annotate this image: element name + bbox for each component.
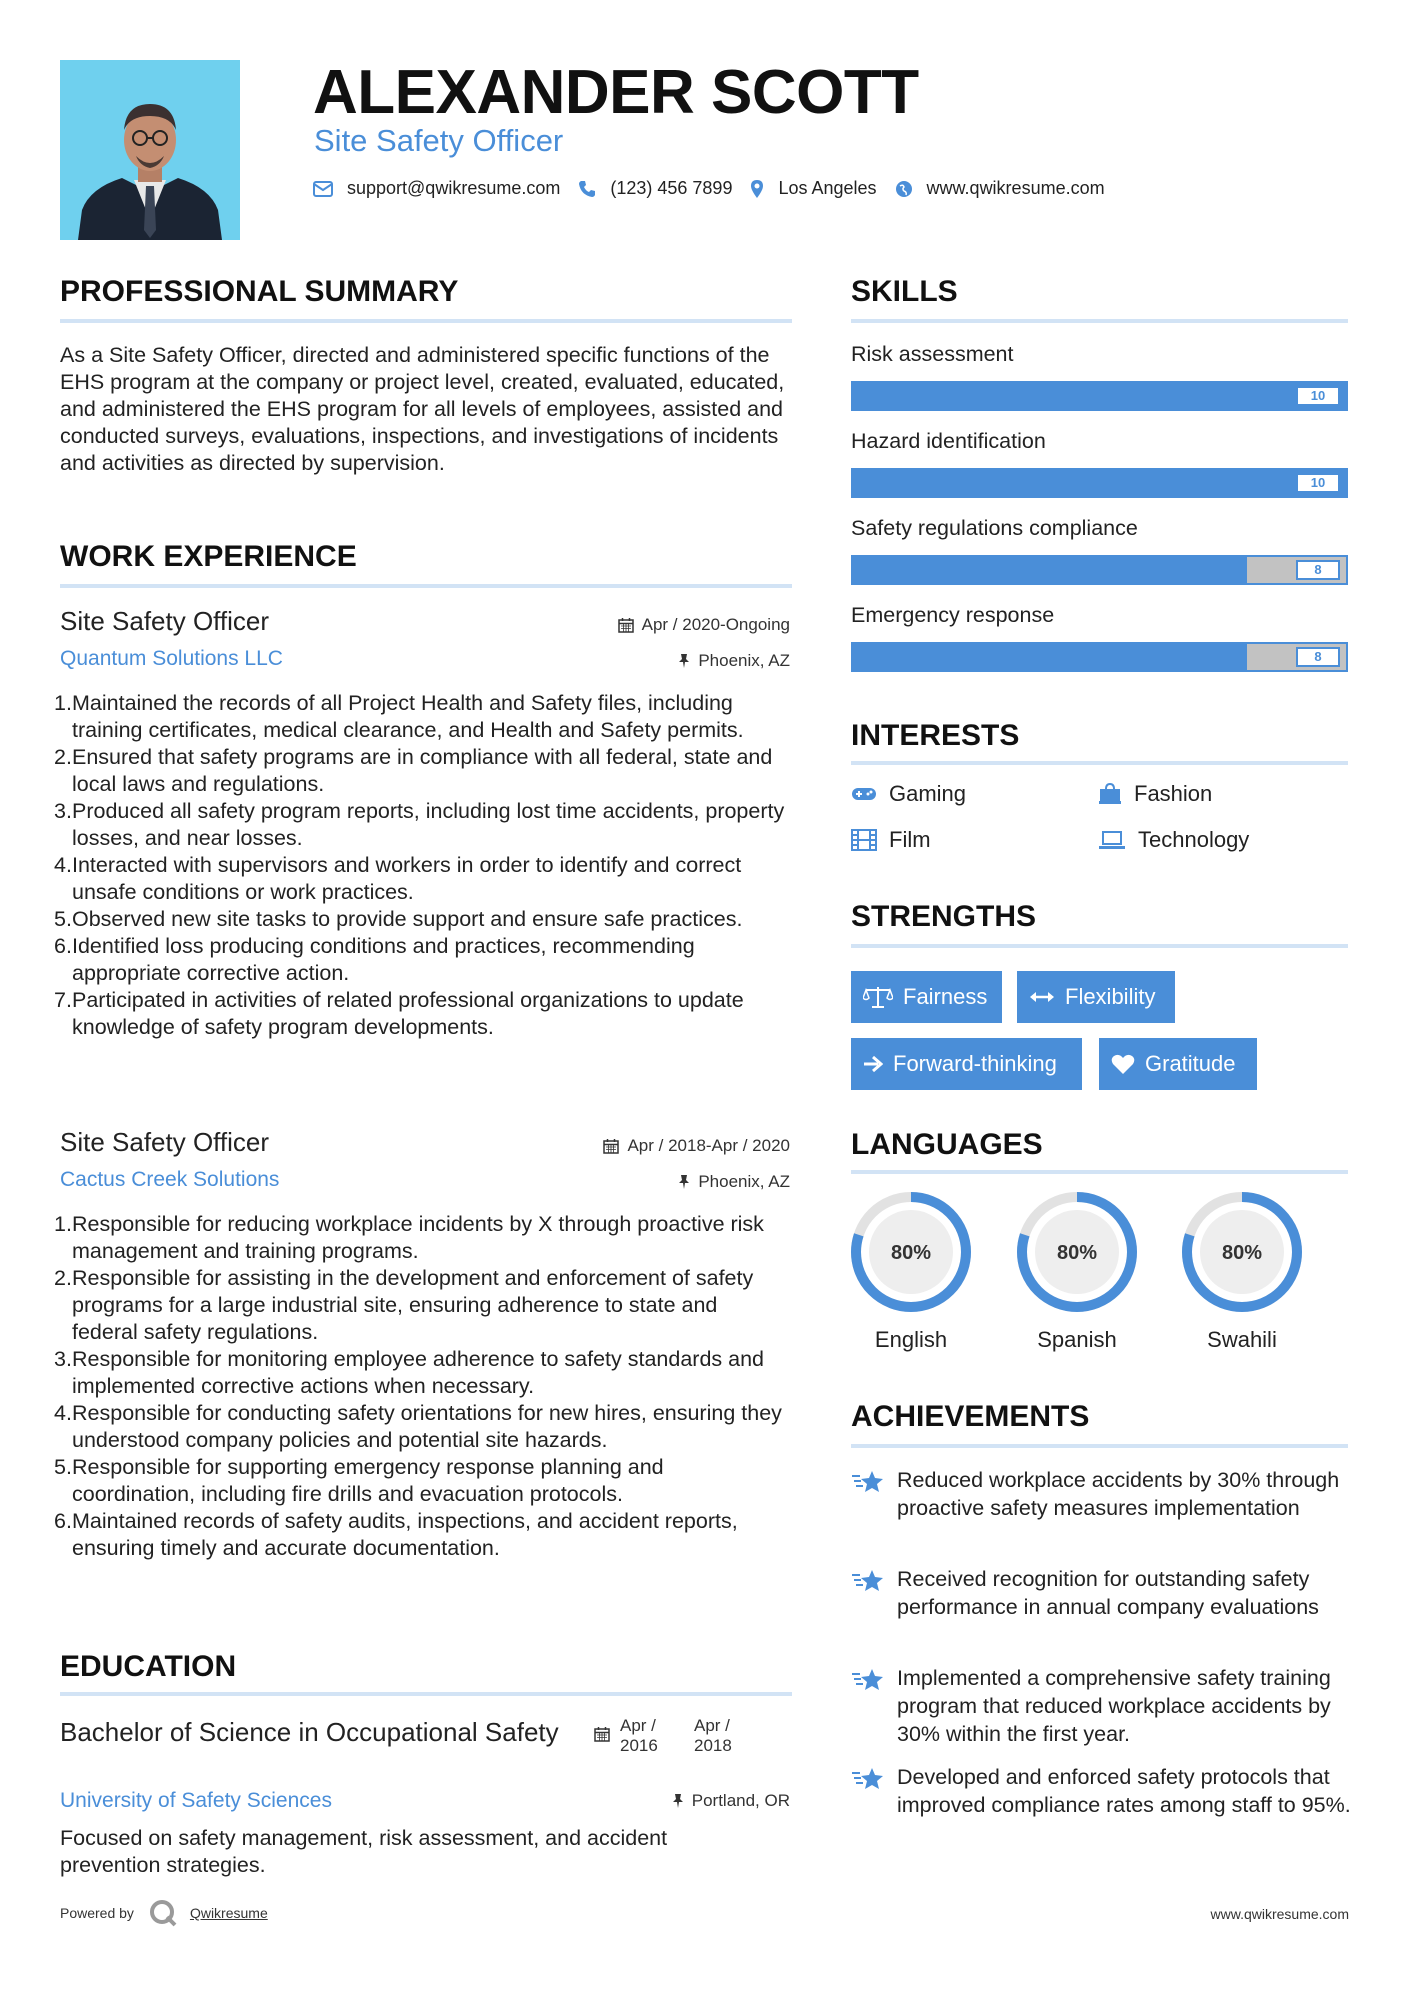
achievement-item [851,1763,1356,1819]
list-item: 5. Observed new site tasks to provide support and ensure safe practices. [54,907,743,931]
skill-label: Emergency response [851,603,1055,627]
skills-divider [851,319,1348,323]
language-ring [1180,1190,1304,1314]
list-item: 4. Interacted with supervisors and workers in order to identify and correct unsafe conditions or work practices. [54,853,742,904]
balance-scale-icon [863,985,893,1009]
strength-label: Gratitude [1145,1051,1236,1076]
interest-label: Film [889,827,931,852]
candidate-role: Site Safety Officer [314,123,564,158]
company-name: Cactus Creek Solutions [60,1168,280,1191]
strength-tag [851,1038,1082,1090]
skill-value: 8 [1296,647,1340,667]
work-divider [60,584,792,588]
pushpin-icon [672,1793,684,1809]
education-heading: EDUCATION [60,1650,237,1683]
website-text: www.qwikresume.com [926,178,1105,198]
education-description: Focused on safety management, risk assessment, and accident prevention strategies. [60,1826,668,1877]
language-name: Spanish [1037,1327,1117,1352]
brand-link[interactable]: Qwikresume [189,1905,268,1921]
end-year: 2018 [694,1736,732,1755]
list-item: 3. Produced all safety program reports, including lost time accidents, property losses, and near losses. [54,799,785,850]
languages-divider [851,1170,1348,1174]
interest-label: Technology [1138,827,1250,852]
achievement-text: Implemented a comprehensive safety training program that reduced workplace accidents by 30% within the first year. [897,1666,1331,1746]
arrow-right-icon [863,1055,883,1073]
job-location-text: Phoenix, AZ [698,1172,790,1191]
skill-value: 10 [1296,386,1340,406]
shooting-star-icon [851,1567,885,1595]
school-name: University of Safety Sciences [60,1789,332,1812]
interest-item [851,781,966,807]
envelope-icon [313,181,333,197]
job-location-text: Phoenix, AZ [698,651,790,670]
contact-website[interactable] [895,178,1105,199]
skill-bar-fill [853,644,1247,670]
strength-label: Forward-thinking [893,1051,1057,1076]
education-location-text: Portland, OR [691,1791,790,1810]
list-item: 2. Ensured that safety programs are in compliance with all federal, state and local laws and regulations. [54,745,773,796]
job-location [678,1172,790,1192]
achievements-heading: ACHIEVEMENTS [851,1400,1090,1433]
languages-heading: LANGUAGES [851,1128,1043,1161]
interest-label: Gaming [889,781,967,806]
skill-bar-fill [853,557,1247,583]
job-dates [603,1136,790,1156]
language-ring [1015,1190,1139,1314]
strength-tag [1099,1038,1257,1090]
education-location [672,1791,790,1811]
achievement-text: Reduced workplace accidents by 30% through proactive safety measures implementation [897,1468,1340,1520]
strength-label: Flexibility [1065,984,1156,1009]
language-name: English [874,1327,948,1352]
shooting-star-icon [851,1468,885,1496]
gamepad-icon [851,786,877,802]
skills-heading: SKILLS [851,275,958,308]
powered-by-label: Powered by [60,1905,134,1921]
summary-heading: PROFESSIONAL SUMMARY [60,275,459,308]
contact-phone[interactable] [578,178,732,199]
profile-photo [60,60,240,240]
heart-icon [1111,1053,1135,1075]
shooting-star-icon [851,1666,885,1694]
education-divider [60,1692,792,1696]
job-duties [54,690,789,1041]
skill-bar [851,642,1348,672]
strength-tag [1017,971,1175,1023]
skill-bar-fill [853,383,1346,409]
language-percent: 80% [890,1242,932,1264]
job-dates-text: Apr / 2020-Ongoing [641,615,790,634]
job-title: Site Safety Officer [60,1127,270,1157]
qwikresume-logo-icon [148,1898,178,1928]
list-item: 1. Responsible for reducing workplace incidents by X through proactive risk management and training programs. [54,1212,764,1263]
achievement-item [851,1466,1356,1522]
film-icon [851,829,877,851]
list-item: 1. Maintained the records of all Project Health and Safety files, including training certificates, medical clearance, and Health and Safety permits. [54,691,744,742]
start-month: Apr / [620,1716,656,1735]
language-ring [849,1190,973,1314]
list-item: 6. Maintained records of safety audits, inspections, and accident reports, ensuring timely and accurate documentation. [54,1509,738,1560]
language-percent: 80% [1056,1242,1098,1264]
laptop-icon [1098,830,1126,850]
calendar-icon [618,617,634,633]
list-item: 4. Responsible for conducting safety orientations for new hires, ensuring they understood company policies and potential site hazards. [54,1401,782,1452]
contact-location [750,178,876,199]
interests-divider [851,761,1348,765]
summary-text: As a Site Safety Officer, directed and administered specific functions of the EHS program at the company or project level, created, evaluated, educated, and administered the EHS program for all levels of employees, assisted and conducted surveys, evaluations, inspections, and investigations of incidents and activities as directed by supervision. [60,343,785,475]
calendar-icon [603,1138,619,1154]
skill-label: Hazard identification [851,429,1046,453]
strengths-divider [851,944,1348,948]
pushpin-icon [678,1174,690,1190]
shooting-star-icon [851,1765,885,1793]
footer-powered-by [60,1898,268,1928]
language-name: Swahili [1207,1327,1277,1352]
horizontal-arrows-icon [1029,990,1055,1004]
job-dates-text: Apr / 2018-Apr / 2020 [627,1136,790,1155]
education-dates [594,1716,760,1756]
achievement-item [851,1565,1356,1621]
skill-bar [851,468,1348,498]
location-text: Los Angeles [778,178,877,198]
globe-icon [895,180,913,198]
skill-label: Safety regulations compliance [851,516,1138,540]
list-item: 5. Responsible for supporting emergency response planning and coordination, including fire drills and evacuation protocols. [54,1455,664,1506]
skill-value: 10 [1296,473,1340,493]
interest-item [1098,827,1249,853]
end-date [690,1716,760,1756]
interests-heading: INTERESTS [851,719,1020,752]
job-title: Site Safety Officer [60,606,270,636]
job-dates [618,615,790,635]
interest-item [851,827,931,853]
map-pin-icon [750,179,764,199]
list-item: 3. Responsible for monitoring employee adherence to safety standards and implemented corrective actions when necessary. [54,1347,764,1398]
degree-title: Bachelor of Science in Occupational Safety [60,1717,559,1747]
list-item: 7. Participated in activities of related professional organizations to update knowledge of safety program developments. [54,988,744,1039]
skill-bar-fill [853,470,1346,496]
phone-text: (123) 456 7899 [610,178,733,198]
person-portrait-icon [60,60,240,240]
list-item: 6. Identified loss producing conditions and practices, recommending appropriate corrective action. [54,934,695,985]
start-date [620,1716,690,1756]
skill-value: 8 [1296,560,1340,580]
end-month: Apr / [694,1716,730,1735]
language-percent: 80% [1221,1242,1263,1264]
achievement-item [851,1664,1356,1748]
achievement-text: Developed and enforced safety protocols that improved compliance rates among staff to 95%. [897,1765,1351,1817]
candidate-name: ALEXANDER SCOTT [313,58,919,127]
contact-email[interactable] [313,178,560,199]
skill-bar [851,381,1348,411]
achievements-divider [851,1444,1348,1448]
list-item: 2. Responsible for assisting in the development and enforcement of safety programs for a large industrial site, ensuring adherence to state and federal safety regulations. [54,1266,754,1344]
strength-label: Fairness [903,984,988,1009]
company-name: Quantum Solutions LLC [60,647,283,670]
footer-site[interactable]: www.qwikresume.com [1210,1906,1349,1922]
start-year: 2016 [620,1736,658,1755]
shopping-bag-icon [1098,783,1122,805]
pushpin-icon [678,653,690,669]
email-text: support@qwikresume.com [347,178,561,198]
skill-bar [851,555,1348,585]
interest-label: Fashion [1134,781,1213,806]
strength-tag [851,971,1002,1023]
calendar-icon [594,1726,610,1742]
interest-item [1098,781,1212,807]
summary-divider [60,319,792,323]
job-location [678,651,790,671]
achievement-text: Received recognition for outstanding safety performance in annual company evaluations [897,1567,1319,1619]
work-heading: WORK EXPERIENCE [60,540,357,573]
phone-icon [578,180,596,198]
contact-bar [313,178,1123,199]
strengths-heading: STRENGTHS [851,900,1037,933]
job-duties [54,1211,789,1562]
skill-label: Risk assessment [851,342,1014,366]
